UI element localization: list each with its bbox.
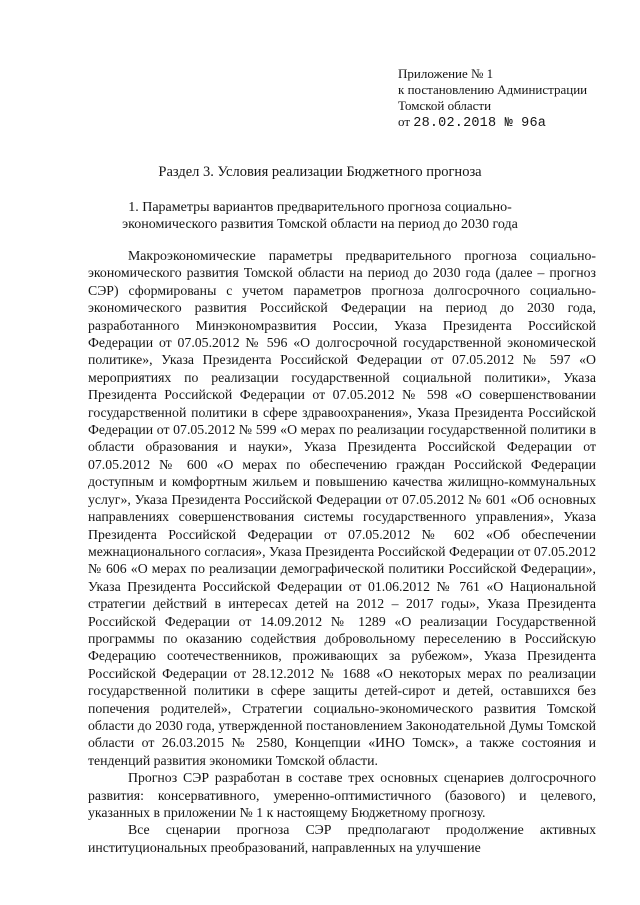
subsection-title-line-2: экономического развития Томской области на период до 2030 года [122, 217, 518, 232]
paragraph: Прогноз СЭР разработан в составе трех основных сценариев долгосрочного развития: консервативного, умеренно-оптимистичного (базового) и целевого, указанных в приложении № 1 к настоящему Бюджетному прогнозу. [88, 770, 596, 820]
body-text [88, 247, 596, 856]
section-title: Раздел 3. Условия реализации Бюджетного прогноза [158, 164, 482, 180]
appendix-region: Томской области [398, 98, 492, 113]
appendix-resolution: к постановлению Администрации [398, 82, 588, 97]
paragraph: Все сценарии прогноза СЭР предполагают продолжение активных институциональных преобразований, направленных на улучшение [88, 822, 596, 855]
appendix-date-line [398, 114, 587, 132]
subsection-title [120, 199, 520, 233]
appendix-header [398, 66, 587, 132]
appendix-date-prefix: от [398, 114, 411, 129]
subsection-title-line-1: 1. Параметры вариантов предварительного прогноза социально- [128, 200, 512, 215]
appendix-date-stamp: 28.02.2018 № 96а [413, 116, 547, 131]
paragraph: Макроэкономические параметры предварительного прогноза социально-экономического развития Томской области на период до 2030 года (далее – прогноз СЭР) сформированы с учетом параметров прогноза долгосрочного социально-экономического развития Российской Федерации на период до 2030 года, разработанного Минэкономразвития России, Указа Президента Российской Федерации от 07.05.2012 № 596 «О долгосрочной государственной экономической политике», Указа Президента Российской Федерации от 07.05.2012 № 597 «О мероприятиях по реализации государственной социальной политики», Указа Президента Российской Федерации от 07.05.2012 № 598 «О совершенствовании государственной политики в сфере здравоохранения», Указа Президента Российской Федерации от 07.05.2012 № 599 «О мерах по реализации государственной политики в области образования и науки», Указа Президента Российской Федерации от 07.05.2012 № 600 «О мерах по обеспечению граждан Российской Федерации доступным и комфортным жильем и повышению качества жилищно-коммунальных услуг», Указа Президента Российской Федерации от 07.05.2012 № 601 «Об основных направлениях совершенствования системы государственного управления», Указа Президента Российской Федерации от 07.05.2012 № 602 «Об обеспечении межнационального согласия», Указа Президента Российской Федерации от 07.05.2012 № 606 «О мерах по реализации демографической политики Российской Федерации», Указа Президента Российской Федерации от 01.06.2012 № 761 «О Национальной стратегии действий в интересах детей на 2012 – 2017 годы», Указа Президента Российской Федерации от 14.09.2012 № 1289 «О реализации Государственной программы по оказанию содействия добровольному переселению в Российскую Федерацию соотечественников, проживающих за рубежом», Указа Президента Российской Федерации от 28.12.2012 № 1688 «О некоторых мерах по реализации государственной политики в сфере защиты детей-сирот и детей, оставшихся без попечения родителей», Стратегии социально-экономического развития Томской области до 2030 года, утвержденной постановлением Законодательной Думы Томской области от 26.03.2015 № 2580, Концепции «ИНО Томск», а также состояния и тенденций развития экономики Томской области. [88, 248, 596, 768]
appendix-title: Приложение № 1 [398, 66, 494, 81]
